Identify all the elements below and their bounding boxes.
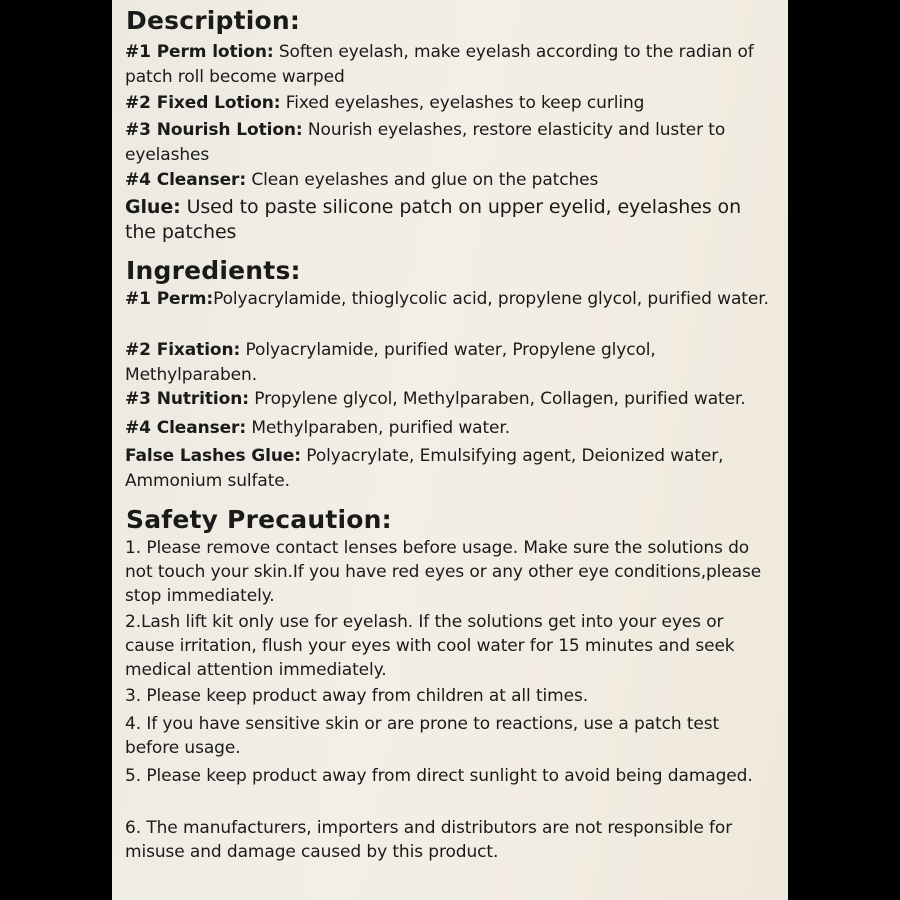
description-item-cleanser bbox=[125, 168, 775, 193]
item-text: Polyacrylate, Emulsifying agent, Deionized water, Ammonium sulfate. bbox=[125, 446, 724, 491]
item-text: Clean eyelashes and glue on the patches bbox=[246, 170, 599, 190]
item-text: Methylparaben, purified water. bbox=[246, 418, 511, 438]
description-item-glue bbox=[125, 195, 775, 245]
safety-item-5: 5. Please keep product away from direct sunlight to avoid being damaged. bbox=[125, 766, 753, 786]
safety-item-6: 6. The manufacturers, importers and distributors are not responsible for misuse and damage caused by this product. bbox=[125, 818, 733, 862]
item-text: Polyacrylamide, purified water, Propylene glycol, Methylparaben. bbox=[125, 340, 656, 385]
product-label-card bbox=[112, 0, 788, 900]
item-label: False Lashes Glue: bbox=[125, 446, 301, 466]
item-text: Propylene glycol, Methylparaben, Collagen, purified water. bbox=[248, 389, 746, 409]
item-label: #1 Perm: bbox=[125, 289, 214, 309]
safety-heading: Safety Precaution: bbox=[126, 505, 392, 534]
ingredients-item-perm bbox=[125, 287, 775, 312]
ingredients-heading: Ingredients: bbox=[126, 256, 301, 285]
safety-item-4: 4. If you have sensitive skin or are prone to reactions, use a patch test before usage. bbox=[125, 714, 720, 758]
item-text: Fixed eyelashes, eyelashes to keep curling bbox=[280, 93, 645, 113]
item-label: #2 Fixation: bbox=[125, 340, 241, 360]
description-item-nourish-lotion bbox=[125, 118, 775, 168]
safety-item-1: 1. Please remove contact lenses before usage. Make sure the solutions do not touch your skin.If you have red eyes or any other eye conditions,please stop immediately. bbox=[125, 538, 762, 606]
item-label: Glue: bbox=[125, 196, 181, 218]
item-label: #1 Perm lotion: bbox=[125, 42, 274, 62]
ingredients-item-nutrition bbox=[125, 387, 775, 412]
item-label: #2 Fixed Lotion: bbox=[125, 93, 281, 113]
item-text: Polyacrylamide, thioglycolic acid, propylene glycol, purified water. bbox=[213, 289, 769, 309]
safety-item-3: 3. Please keep product away from children at all times. bbox=[125, 686, 589, 706]
ingredients-item-false-lashes-glue bbox=[125, 444, 775, 494]
item-label: #4 Cleanser: bbox=[125, 170, 247, 190]
item-label: #4 Cleanser: bbox=[125, 418, 247, 438]
description-item-perm-lotion bbox=[125, 40, 775, 90]
item-label: #3 Nourish Lotion: bbox=[125, 120, 303, 140]
ingredients-item-cleanser bbox=[125, 416, 775, 441]
item-label: #3 Nutrition: bbox=[125, 389, 249, 409]
item-text: Used to paste silicone patch on upper eyelid, eyelashes on the patches bbox=[125, 196, 742, 243]
item-text: Nourish eyelashes, restore elasticity and luster to eyelashes bbox=[125, 120, 726, 165]
safety-item-2: 2.Lash lift kit only use for eyelash. If the solutions get into your eyes or cause irritation, flush your eyes with cool water for 15 minutes and seek medical attention immediately. bbox=[125, 612, 735, 680]
ingredients-item-fixation bbox=[125, 338, 775, 388]
description-item-fixed-lotion bbox=[125, 91, 775, 116]
description-heading: Description: bbox=[126, 6, 301, 35]
item-text: Soften eyelash, make eyelash according to the radian of patch roll become warped bbox=[125, 42, 754, 87]
